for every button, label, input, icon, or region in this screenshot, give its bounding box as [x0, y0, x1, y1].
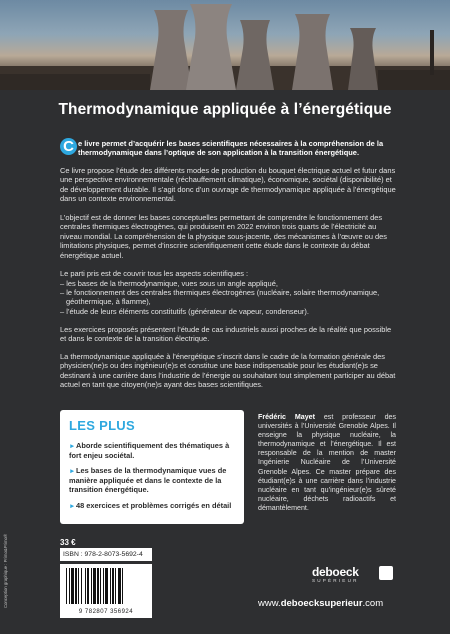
author-bio: Frédéric Mayet est professeur des universités à l’Université Grenoble Alpes. Il enseigne la physique nucléaire, la thermodynamique et l’énergétique. Il est responsable de la mention de master Ingénierie Nucléaire de l’Université Grenoble Alpes. Ce master prépare des étudiant(e)s à une carrière dans l’industrie nucléaire en tant qu’ingénieur(e)s sûreté nucléaire, déchets radioactifs et démantèlement. — [258, 413, 397, 512]
arrow-bullet-icon: ► — [69, 468, 76, 475]
lead-paragraph: e livre permet d’acquérir les bases scientifiques nécessaires à la compréhension de la thermodynamique dans l’optique de son application à la transition énergétique. — [78, 139, 384, 158]
body-paragraph-4: Les exercices proposés présentent l’étude de cas industriels aussi proches de la réalité que possible et dans le contexte de la transition électrique. — [60, 325, 392, 344]
author-name: Frédéric Mayet — [258, 413, 315, 421]
publisher-url: www.deboecksuperieur.com — [258, 598, 384, 609]
arrow-bullet-icon: ► — [69, 443, 76, 450]
price: 33 € — [60, 538, 76, 547]
bullet-item: – les bases de la thermodynamique, vues sous un angle appliqué, — [60, 279, 278, 288]
publisher-logo: deboeck SUPÉRIEUR — [312, 565, 359, 583]
highlights-heading: LES PLUS — [69, 418, 135, 433]
body-paragraph-2: L’objectif est de donner les bases conceptuelles permettant de comprendre le fonctionnement des centrales thermiques électrogènes, qui produisent en 2022 environ trois quarts de l’électricité au niveau mondial. La compréhension de la physique sous-jacente, des mécanismes à l’œuvre ou des limitations physiques, permet d’inscrire scientifiquement cette étude dans le contexte du débat énergétique actuel. — [60, 213, 388, 260]
book-title: Thermodynamique appliquée à l’énergétique — [58, 101, 392, 118]
isbn: ISBN : 978-2-8073-5692-4 — [60, 548, 152, 561]
body-paragraph-1: Ce livre propose l’étude des différents modes de production du bouquet électrique actuel et futur dans une perspective environnementale (réchauffement climatique), économique, sociétal (disponibilité) et de développement durable. Il s’agit donc d’un ouvrage de thermodynamique appliquée à l’énergétique dans un contexte environnemental. — [60, 166, 396, 204]
barcode-digits: 9 782807 356924 — [78, 609, 134, 615]
body-paragraph-3: Le parti pris est de couvrir tous les aspects scientifiques : — [60, 269, 249, 278]
bullet-item: – l’étude de leurs éléments constitutifs (générateur de vapeur, condenseur). — [60, 307, 309, 316]
arrow-bullet-icon: ► — [69, 503, 76, 510]
publisher-mark-icon — [379, 566, 393, 580]
highlight-item: ►Aborde scientifiquement des thématiques à fort enjeu sociétal. — [69, 441, 230, 461]
cover-photo-cooling-towers — [0, 0, 450, 90]
highlights-box — [60, 410, 244, 524]
design-credit: Conception graphique : Primo&Primo® — [3, 533, 8, 608]
drop-cap: C — [60, 138, 77, 155]
highlight-item: ►Les bases de la thermodynamique vues de manière appliquée et dans le contexte de la transition énergétique. — [69, 466, 227, 495]
body-paragraph-5: La thermodynamique appliquée à l’énergétique s’inscrit dans le cadre de la formation générale des physicien(ne)s ou des ingénieur(e)s et constitue une base indispensable pour les étudiant(e)s se destinant à une carrière dans l’industrie de l’énergie ou souhaitant tout simplement participer au débat actuel en tant que citoyen(ne)s ayant des bases scientifiques. — [60, 352, 396, 390]
bullet-item: – le fonctionnement des centrales thermiques électrogènes (nucléaire, solaire thermodynamique, géothermique, à flamme), — [60, 288, 380, 307]
highlight-item: ►48 exercices et problèmes corrigés en détail — [69, 501, 232, 510]
